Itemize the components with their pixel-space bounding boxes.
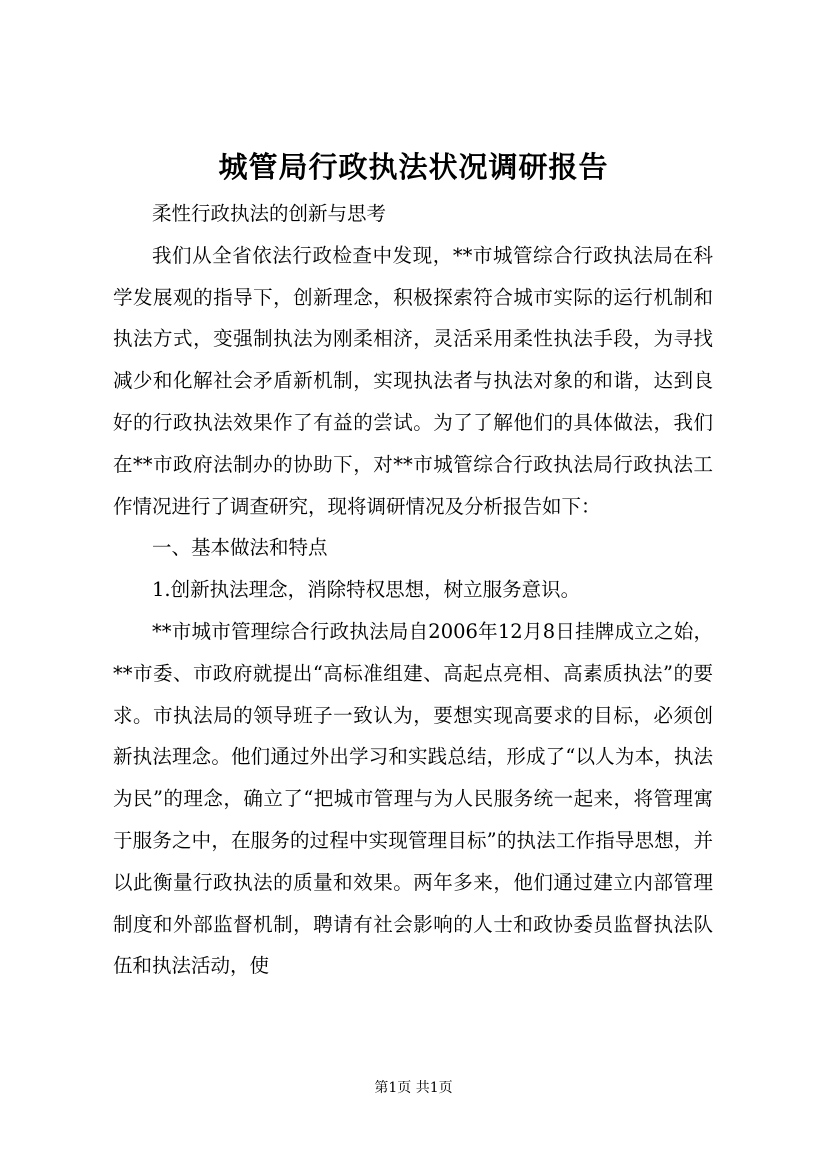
section-heading: 一、基本做法和特点 xyxy=(152,536,328,560)
subtitle-paragraph: 柔性行政执法的创新与思考 xyxy=(152,202,387,225)
document-body xyxy=(113,193,713,987)
intro-paragraph: 我们从全省依法行政检查中发现，**市城管综合行政执法局在科学发展观的指导下，创新理念，积极探索符合城市实际的运行机制和执法方式，变强制执法为刚柔相济，灵活采用柔性执法手段，为寻找减少和化解社会矛盾新机制，实现执法者与执法对象的和谐，达到良好的行政执法效果作了有益的尝试。为了了解他们的具体做法，我们在**市政府法制办的协助下，对**市城管综合行政执法局行政执法工作情况进行了调查研究，现将调研情况及分析报告如下： xyxy=(113,243,713,518)
body-paragraph: **市城市管理综合行政执法局自2006年12月8日挂牌成立之始，**市委、市政府就提出“高标准组建、高起点亮相、高素质执法”的要求。市执法局的领导班子一致认为，要想实现高要求的目标，必须创新执法理念。他们通过外出学习和实践总结，形成了“以人为本，执法为民”的理念，确立了“把城市管理与为人民服务统一起来，将管理寓于服务之中，在服务的过程中实现管理目标”的执法工作指导思想，并以此衡量行政执法的质量和效果。两年多来，他们通过建立内部管理制度和外部监督机制，聘请有社会影响的人士和政协委员监督执法队伍和执法活动，使 xyxy=(113,619,713,978)
subsection-heading: 1.创新执法理念，消除特权思想，树立服务意识。 xyxy=(152,578,581,602)
document-title: 城管局行政执法状况调研报告 xyxy=(218,150,609,184)
page-footer: 第1页 共1页 xyxy=(374,1080,453,1096)
